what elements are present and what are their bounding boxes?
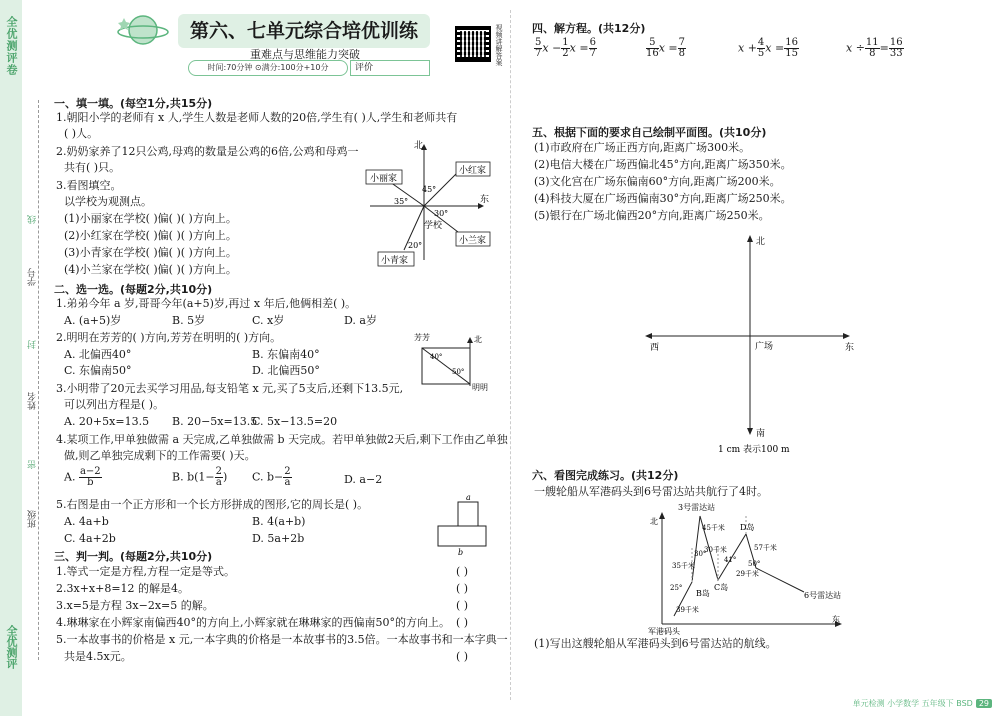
s5-item: (3)文化宫在广场东偏南60°方向,距离广场200米。 — [534, 175, 781, 188]
s2-q4: 4.某项工作,甲单独做需 a 天完成,乙单独做需 b 天完成。若甲单独做2天后,剩下工作由乙单独 — [56, 433, 508, 446]
distance-label: 30千米 — [704, 546, 727, 554]
angle-label: 40° — [430, 353, 443, 361]
cut-mark: 密 — [28, 460, 38, 469]
qr-caption: 视频讲解答案 — [495, 24, 503, 66]
cut-mark: 线 — [28, 215, 38, 224]
s2-q5-opt: A. 4a+b — [64, 515, 109, 528]
distance-label: 57千米 — [754, 544, 777, 552]
s5-item: (4)科技大厦在广场西偏南30°方向,距离广场250米。 — [534, 192, 792, 205]
fig-port-label: 军港码头 — [648, 627, 680, 636]
angle-label: 41° — [724, 556, 737, 564]
section5-heading: 五、根据下面的要求自己绘制平面图。(共10分) — [532, 126, 767, 139]
s2-q5: 5.右图是由一个正方形和一个长方形拼成的图形,它的周长是( )。 — [56, 498, 369, 511]
plan-scale-label: 1 cm 表示100 m — [718, 445, 790, 455]
map-north-label: 北 — [414, 141, 424, 151]
answer-paren[interactable]: ( ) — [456, 650, 469, 663]
fig-radar6-label: 6号雷达站 — [804, 591, 842, 600]
school-direction-map — [362, 140, 492, 272]
s2-q5-opt: C. 4a+2b — [64, 532, 116, 545]
s3-item: 1.等式一定是方程,方程一定是等式。 — [56, 565, 235, 578]
fig-north-label: 北 — [474, 335, 482, 344]
section4-heading: 四、解方程。(共12分) — [532, 22, 646, 35]
page-footer: 单元检测 小学数学 五年级下 BSD 29 — [853, 698, 992, 709]
s1-q3: 3.看图填空。 — [56, 179, 122, 192]
answer-paren[interactable]: ( ) — [456, 599, 469, 612]
s2-q2-opt: C. 东偏南50° — [64, 364, 132, 377]
s2-q2-opt: A. 北偏西40° — [64, 348, 132, 361]
s1-q3-item: (4)小兰家在学校( )偏( )( )方向上。 — [64, 263, 237, 276]
brand-label-bottom: 全优测评 — [5, 625, 18, 669]
ship-route-figure — [648, 500, 848, 636]
s3-item: 2.3x+x+8=12 的解是4。 — [56, 582, 190, 595]
label-student-id: 学号 — [28, 268, 38, 286]
planet-icon — [116, 10, 170, 50]
map-center-label: 学校 — [424, 221, 443, 231]
s2-q3-opt: B. 20−5x=13.5 — [172, 415, 258, 428]
fig-ming-label: 明明 — [472, 383, 488, 392]
equation-2: $\frac{5}{16}$ x = $\frac{7}{8}$ — [646, 37, 686, 59]
equation-3: x + $\frac{4}{5}$ x = $\frac{16}{15}$ — [738, 37, 798, 59]
s2-q5-opt: D. 5a+2b — [252, 532, 305, 545]
map-hong-label: 小红家 — [459, 166, 487, 176]
angle-label: 30° — [434, 209, 449, 218]
s2-q1-opt: B. 5岁 — [172, 314, 206, 327]
section2-heading: 二、选一选。(每题2分,共10分) — [54, 283, 213, 296]
side-strip — [0, 0, 22, 716]
s2-q1-opt: A. (a+5)岁 — [64, 314, 122, 327]
s5-item: (2)电信大楼在广场西偏北45°方向,距离广场350米。 — [534, 158, 792, 171]
plan-east-label: 东 — [845, 343, 855, 353]
s2-q1-opt: D. a岁 — [344, 314, 377, 327]
plan-west-label: 西 — [650, 343, 660, 353]
s6-q1: (1)写出这艘轮船从军港码头到6号雷达站的航线。 — [534, 637, 777, 650]
s2-q4-opt-c: C. b− $\frac{2}{a}$ — [252, 466, 291, 488]
equation-4: x ÷ $\frac{11}{8}$ = $\frac{16}{33}$ — [846, 37, 903, 59]
s2-q3: 3.小明带了20元去买学习用品,每支铅笔 x 元,买了5支后,还剩下13.5元, — [56, 382, 404, 395]
s3-item: 3.x=5是方程 3x−2x=5 的解。 — [56, 599, 214, 612]
answer-paren[interactable]: ( ) — [456, 565, 469, 578]
page-subtitle: 重难点与思维能力突破 — [250, 48, 360, 61]
s1-q1-cont: ( )人。 — [64, 127, 99, 140]
s2-q4-opt-d: D. a−2 — [344, 473, 383, 486]
s2-q1-opt: C. x岁 — [252, 314, 285, 327]
s1-q3-item: (2)小红家在学校( )偏( )( )方向上。 — [64, 229, 237, 242]
square-rectangle-figure — [430, 494, 500, 556]
s1-q3-item: (3)小青家在学校( )偏( )( )方向上。 — [64, 246, 237, 259]
answer-paren[interactable]: ( ) — [456, 582, 469, 595]
s2-q2-opt: D. 北偏西50° — [252, 364, 320, 377]
s6-intro: 一艘轮船从军港码头到6号雷达站共航行了4时。 — [534, 485, 768, 498]
s2-q3-opt: C. 5x−13.5=20 — [252, 415, 338, 428]
distance-label: 39千米 — [676, 606, 699, 614]
fig-island-b: B岛 — [696, 589, 710, 598]
page-number: 29 — [976, 699, 992, 708]
angle-label: 50° — [748, 560, 761, 568]
distance-label: 35千米 — [672, 562, 695, 570]
plan-axes — [640, 230, 870, 460]
label-name: 姓名 — [28, 392, 38, 410]
direction-triangle-figure — [410, 328, 498, 392]
fig-east-label: 东 — [832, 615, 840, 624]
distance-label: 45千米 — [702, 524, 725, 532]
fig-radar3-label: 3号雷达站 — [678, 503, 716, 512]
answer-paren[interactable]: ( ) — [456, 616, 469, 629]
angle-label: 25° — [670, 584, 683, 592]
s3-item: 4.琳琳家在小辉家南偏西40°的方向上,小辉家就在琳琳家的西偏南50°的方向上。 — [56, 616, 450, 629]
fig-north-label: 北 — [650, 517, 658, 526]
s2-q2: 2.明明在芳芳的( )方向,芳芳在明明的( )方向。 — [56, 331, 282, 344]
s2-q5-opt: B. 4(a+b) — [252, 515, 306, 528]
s1-q2-cont: 共有( )只。 — [64, 161, 121, 174]
fig-island-d: D岛 — [740, 523, 755, 532]
s5-item: (5)银行在广场北偏西20°方向,距离广场250米。 — [534, 209, 770, 222]
plan-center-label: 广场 — [755, 342, 774, 352]
s2-q1: 1.弟弟今年 a 岁,哥哥今年(a+5)岁,再过 x 年后,他俩相差( )。 — [56, 297, 357, 310]
section1-heading: 一、填一填。(每空1分,共15分) — [54, 97, 213, 110]
time-score-bar: 时间:70分钟 ⊙满分:100分+10分 — [188, 60, 348, 76]
s2-q2-opt: B. 东偏南40° — [252, 348, 320, 361]
page-title: 第六、七单元综合培优训练 — [178, 14, 430, 48]
s3-item-cont: 共是4.5x元。 — [64, 650, 132, 663]
fig-a-label: a — [466, 493, 471, 502]
s1-q2: 2.奶奶家养了12只公鸡,母鸡的数量是公鸡的6倍,公鸡和母鸡一 — [56, 145, 359, 158]
s2-q4-opt-b: B. b(1− $\frac{2}{a}$ ) — [172, 466, 228, 488]
s1-q3-item: (1)小丽家在学校( )偏( )( )方向上。 — [64, 212, 237, 225]
equation-1: $\frac{5}{7}$ x − $\frac{1}{2}$ x = $\frac{6}{7}$ — [535, 37, 596, 59]
section3-heading: 三、判一判。(每题2分,共10分) — [54, 550, 213, 563]
label-class: 班级 — [28, 510, 38, 528]
angle-label: 35° — [394, 197, 409, 206]
s3-item: 5.一本故事书的价格是 x 元,一本字典的价格是一本故事书的3.5倍。一本故事书和一本字典一 — [56, 633, 508, 646]
angle-label: 45° — [422, 185, 437, 194]
map-lan-label: 小兰家 — [459, 236, 487, 246]
s1-q3-note: 以学校为观测点。 — [64, 195, 152, 208]
plan-north-label: 北 — [756, 237, 766, 247]
qr-code[interactable] — [455, 26, 491, 62]
angle-label: 30° — [694, 550, 707, 558]
evaluation-box: 评价 — [350, 60, 430, 76]
s1-q1: 1.朝阳小学的老师有 x 人,学生人数是老师人数的20倍,学生有( )人,学生和老师共有 — [56, 111, 458, 124]
column-divider — [510, 10, 511, 700]
s2-q3-cont: 可以列出方程是( )。 — [64, 398, 165, 411]
cut-line — [38, 100, 39, 660]
map-qing-label: 小青家 — [381, 256, 409, 266]
s2-q3-opt: A. 20+5x=13.5 — [64, 415, 150, 428]
plan-south-label: 南 — [756, 429, 766, 439]
brand-label: 全优测评卷 — [5, 16, 18, 76]
map-east-label: 东 — [480, 195, 490, 205]
map-li-label: 小丽家 — [370, 174, 398, 184]
angle-label: 20° — [408, 241, 423, 250]
distance-label: 29千米 — [736, 570, 759, 578]
angle-label: 50° — [452, 368, 465, 376]
fig-b-label: b — [458, 548, 464, 557]
s2-q4-cont: 做,则乙单独完成剩下的工作需要( )天。 — [64, 449, 256, 462]
s2-q4-opt-a: A. $\frac{a-2}{b}$ — [64, 466, 101, 488]
s5-item: (1)市政府在广场正西方向,距离广场300米。 — [534, 141, 751, 154]
fig-fang-label: 芳芳 — [414, 333, 430, 342]
section6-heading: 六、看图完成练习。(共12分) — [532, 469, 679, 482]
cut-mark: 封 — [28, 340, 38, 349]
fig-island-c: C岛 — [714, 583, 729, 592]
